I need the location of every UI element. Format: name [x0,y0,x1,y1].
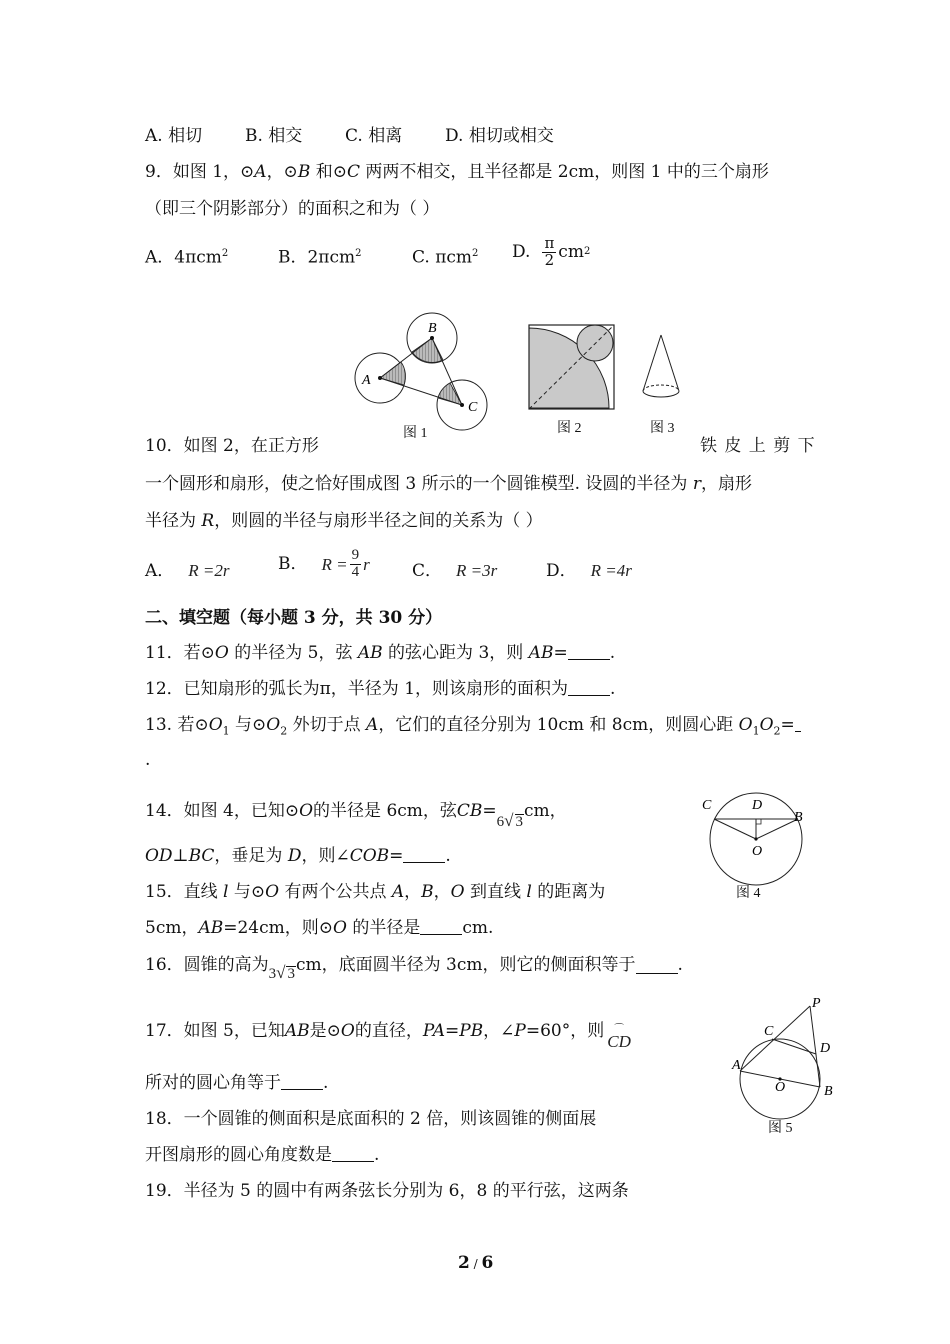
label-o: O [775,1080,786,1095]
figure-3-caption: 图 3 [650,421,675,436]
three-root-three: 3√ 3 [268,963,295,982]
figure-5-caption: 图 5 [768,1121,793,1136]
label-a: A [732,1058,741,1073]
q14-line1: 14．如图 4，已知⊙ O 的半径是 6cm，弦 CB = 6√ 3 cm， [145,801,567,830]
q8-option-b: B. 相交 [245,126,303,146]
label-a: A [362,373,371,388]
cone-base-front [643,391,679,397]
q12-answer-blank[interactable] [568,681,610,696]
sector-a [380,362,406,385]
pi-over-two: $\frac{\pi}{2}$ [544,234,555,269]
cone-side-right [661,335,679,391]
segment-oc [714,819,756,839]
q19-line1: 19．半径为 5 的圆中有两条弦长分别为 6，8 的平行弦，这两条 [145,1181,629,1201]
label-d: D [820,1041,831,1056]
q13-answer-blank[interactable] [795,717,801,732]
cone-base-back [643,385,679,391]
q9-option-a: A．4πcm$^2$ [145,247,229,268]
label-c: C [764,1024,774,1039]
q13: 13. 若$⊙O_1$ 与$⊙O_2$ 外切于点 A，它们的直径分别为 10cm 和 8cm，则圆心距 $O_1O_2=$ [145,717,801,736]
point-c [460,403,464,407]
segment-pa [740,1006,810,1071]
q13-period: . [145,750,151,770]
q11-answer-blank[interactable] [568,645,610,660]
q18-line1: 18．一个圆锥的侧面积是底面积的 2 倍，则该圆锥的侧面展 [145,1109,597,1129]
q15-line2: 5cm，AB=24cm，则⊙O 的半径是 cm. [145,918,494,938]
sector-c [438,383,462,405]
cone-side-left [643,335,661,391]
q18-answer-blank[interactable] [332,1147,374,1162]
q8-option-a: A. 相切 [145,126,203,146]
q11: 11．若⊙O 的半径为 5，弦 AB 的弦心距为 3，则 AB= . [145,643,616,663]
label-b: B [824,1084,833,1099]
figure-3-diagram [638,333,688,403]
q9-option-c: C. πcm$^2$ [412,247,479,268]
q14-answer-blank[interactable] [403,848,445,863]
q9-line2: （即三个阴影部分）的面积之和为（ ） [145,199,440,219]
q8-option-c: C. 相离 [345,126,403,146]
q10-line2: 一个圆形和扇形，使之恰好围成图 3 所示的一个圆锥模型. 设圆的半径为 r，扇形 [145,474,752,494]
q17-line2: 所对的圆心角等于 . [145,1073,329,1093]
figure-1-diagram [350,310,510,440]
figure-4-caption: 图 4 [736,886,761,901]
figure-2-diagram [527,322,617,412]
nine-over-four: $\frac{9}{4}$ [351,547,360,580]
q18-line2: 开图扇形的圆心角度数是 . [145,1145,380,1165]
q15-line1: 15．直线 l 与⊙O 有两个公共点 A，B，O 到直线 l 的距离为 [145,882,606,902]
q16-answer-blank[interactable] [636,959,678,974]
figure-1-caption: 图 1 [403,426,428,441]
figure-5-diagram [732,997,842,1122]
q16: 16．圆锥的高为 3√ 3 cm，底面圆半径为 3cm，则它的侧面积等于 . [145,955,683,982]
point-o [754,837,757,840]
q10-option-b: B． R = $\frac{9}{4}$ r [278,547,370,580]
q17-line1: 17．如图 5，已知 AB 是⊙ O 的直径， PA = PB ，∠ P =60°，则 ⌒ CD [145,1021,631,1051]
q17-answer-blank[interactable] [281,1075,323,1090]
q14-line2: OD⊥BC，垂足为 D，则∠COB= . [145,846,451,866]
label-b: B [428,321,437,336]
arc-cd: ⌒ CD [607,1024,631,1051]
q9-option-b: B．2πcm$^2$ [278,247,362,268]
label-c: C [702,798,712,813]
label-o: O [752,844,763,859]
section-2-title: 二、填空题（每小题 3 分，共 30 分） [145,608,443,628]
q9-option-d: D. $\frac{\pi}{2}$ cm 2 [512,234,591,269]
six-root-three: 6√ 3 [496,811,524,830]
q15-answer-blank[interactable] [420,920,462,935]
q10-line3: 半径为 R，则圆的半径与扇形半径之间的关系为（ ） [145,511,543,531]
q8-option-d: D. 相切或相交 [445,126,554,146]
label-c: C [468,400,478,415]
figure-2-caption: 图 2 [557,421,582,436]
label-d: D [752,798,763,813]
q9-line1: 9．如图 1，⊙A，⊙B 和⊙C 两两不相交，且半径都是 2cm，则图 1 中的三个扇形 [145,162,769,182]
small-circle [577,325,613,361]
q10-option-d: D． R =4r [546,561,632,581]
point-b [430,336,434,340]
label-p: P [812,996,821,1011]
q10-option-c: C． R =3r [412,561,498,581]
segment-pb [810,1006,820,1087]
page-number: 2 / 6 [458,1253,494,1273]
label-b: B [794,810,803,825]
q10-option-a: A． R =2r [145,561,230,581]
q10-line1-left: 10．如图 2，在正方形 [145,436,319,456]
point-a [378,376,382,380]
segment-ob [756,819,798,839]
q10-line1-right: 铁 皮 上 剪 下 [700,436,816,456]
right-angle-mark [756,819,761,824]
q12: 12．已知扇形的弧长为π，半径为 1，则该扇形的面积为 . [145,679,616,699]
